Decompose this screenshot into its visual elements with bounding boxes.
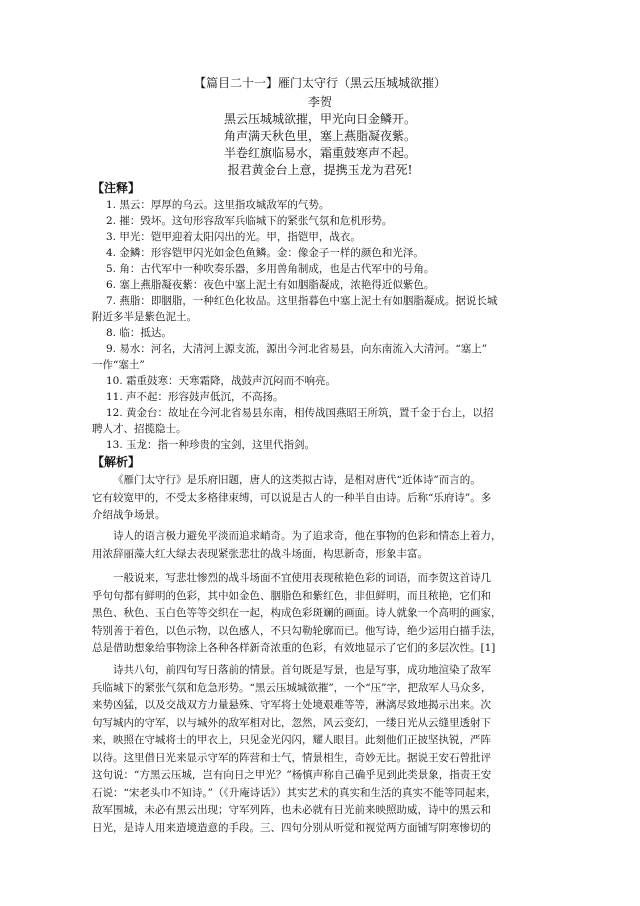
analysis-line: 诗人的语言极力避免平淡而追求峭奇。为了追求奇，他在事物的色彩和情态上着力， <box>113 530 502 542</box>
analysis-line: 句写城内的守军，以与城外的敌军相对比，忽然，风云变幻，一缕日光从云缝里透射下 <box>92 716 491 729</box>
note-item: 2. 摧：毁坏。这句形容敌军兵临城下的紧张气氛和危机形势。 <box>106 215 393 227</box>
analysis-line: 它有较宽甲的，不受太多格律束缚，可以说是古人的一种半自由诗。后称“乐府诗”。多 <box>92 491 492 504</box>
note-item: 9. 易水：河名，大清河上源支流，源出今河北省易县，向东南流入大清河。“塞上” <box>106 343 488 355</box>
poem-line: 报君黄金台上意，提携玉龙为君死! <box>227 163 413 177</box>
analysis-line: 用浓辞丽藻大红大绿去表现紧张悲壮的战斗场面，构思新奇，形象丰富。 <box>92 547 428 560</box>
analysis-line: 一般说来，写悲壮惨烈的战斗场面不宜使用表现秾艳色彩的词语，而李贺这首诗几 <box>113 572 491 584</box>
analysis-line: 黑色、秋色、玉白色等等交织在一起，构成色彩斑斓的画面。诗人就象一个高明的画家， <box>92 607 502 619</box>
analysis-line: 兵临城下的紧张气氛和危急形势。“黑云压城城欲摧”，一个“压”字，把敌军人马众多， <box>92 681 492 694</box>
note-item: 1. 黑云：厚厚的乌云。这里指攻城敌军的气势。 <box>106 199 330 211</box>
analysis-heading: 【解析】 <box>92 455 141 469</box>
analysis-line: 石说：“宋老头巾不知诗。”（《升庵诗话》）其实艺术的真实和生活的真实不能等同起来， <box>92 786 497 799</box>
poem-line: 半卷红旗临易水，霜重鼓寒声不起。 <box>223 146 416 160</box>
note-item: 7. 燕脂：即胭脂，一种红色化妆品。这里指暮色中塞上泥土有如胭脂凝成。据说长城 <box>106 295 498 307</box>
note-item: 12. 黄金台：故址在今河北省易县东南，相传战国燕昭王所筑，置千金于台上，以招 <box>106 407 494 419</box>
analysis-line: 来势凶猛，以及交战双方力量悬殊、守军将士处境艰难等等，淋漓尽致地揭示出来。次 <box>92 699 491 711</box>
analysis-paragraph <box>92 570 554 658</box>
analysis-line: 这句说：“方黑云压城，岂有向日之甲光？”杨慎声称自己确乎见到此类景象，指责王安 <box>92 769 492 781</box>
note-item-continuation: 聘人才、招揽隐士。 <box>92 423 187 435</box>
note-item: 13. 玉龙：指一种珍贵的宝剑，这里代指剑。 <box>106 439 316 451</box>
note-item-continuation: 一作“塞土” <box>92 359 145 371</box>
analysis-line: 特别善于着色，以色示物，以色感人，不只勾勒轮廓而已。他写诗，绝少运用白描手法， <box>92 624 502 637</box>
note-item: 8. 临：抵达。 <box>106 327 172 339</box>
analysis-line: 敌军围城，未必有黑云出现；守军列阵，也未必就有日光前来映照助威，诗中的黑云和 <box>92 804 491 816</box>
note-item: 6. 塞上燕脂凝夜紫：夜色中塞上泥土有如胭脂凝成，浓艳得近似紫色。 <box>106 279 435 291</box>
analysis-line: 乎句句都有鲜明的色彩，其中如金色、胭脂色和紫红色，非但鲜明，而且秾艳，它们和 <box>92 589 491 602</box>
analysis-line: 总是借助想象给事物涂上各种各样新奇浓重的色彩，有效地显示了它们的多层次性。[1] <box>92 642 496 654</box>
note-item: 11. 声不起：形容鼓声低沉，不高扬。 <box>106 391 284 403</box>
note-item: 4. 金鳞：形容铠甲闪光如金色鱼鳞。金：像金子一样的颜色和光泽。 <box>106 247 424 259</box>
note-item: 3. 甲光：铠甲迎着太阳闪出的光。甲，指铠甲，战衣。 <box>106 231 361 243</box>
analysis-paragraph <box>92 662 554 837</box>
notes-heading: 【注释】 <box>92 181 141 195</box>
analysis-line: 介绍战争场景。 <box>92 509 166 521</box>
poem-line: 角声满天秋色里，塞上燕脂凝夜紫。 <box>223 129 416 143</box>
analysis-paragraph <box>92 472 554 525</box>
note-item-continuation: 附近多半是紫色泥土。 <box>92 311 197 323</box>
analysis-line: 来，映照在守城将士的甲衣上，只见金光闪闪，耀人眼目。此刻他们正披坚执锐，严阵 <box>92 734 491 746</box>
poem-line: 黑云压城城欲摧，甲光向日金鳞开。 <box>223 112 416 126</box>
poem-title: 【篇目二十一】雁门太守行（黑云压城城欲摧） <box>193 76 446 90</box>
analysis-line: 日光，是诗人用来造境造意的手段。三、四句分别从听觉和视觉两方面铺写阴寒惨切的 <box>92 821 491 834</box>
analysis-line: 诗共八句，前四句写日落前的情景。首句既是写景，也是写事，成功地渲染了敌军 <box>113 664 491 676</box>
note-item: 5. 角：古代军中一种吹奏乐器，多用兽角制成，也是古代军中的号角。 <box>106 263 435 275</box>
analysis-line: 以待。这里借日光来显示守军的阵营和士气，情景相生，奇妙无比。据说王安石曾批评 <box>92 751 491 764</box>
note-item: 10. 霜重鼓寒：天寒霜降，战鼓声沉闷而不响亮。 <box>106 375 337 387</box>
poem-author: 李贺 <box>307 95 332 109</box>
analysis-paragraph <box>92 528 554 563</box>
analysis-line: 《雁门太守行》是乐府旧题，唐人的这类拟古诗，是相对唐代“近体诗”而言的。 <box>113 474 481 486</box>
